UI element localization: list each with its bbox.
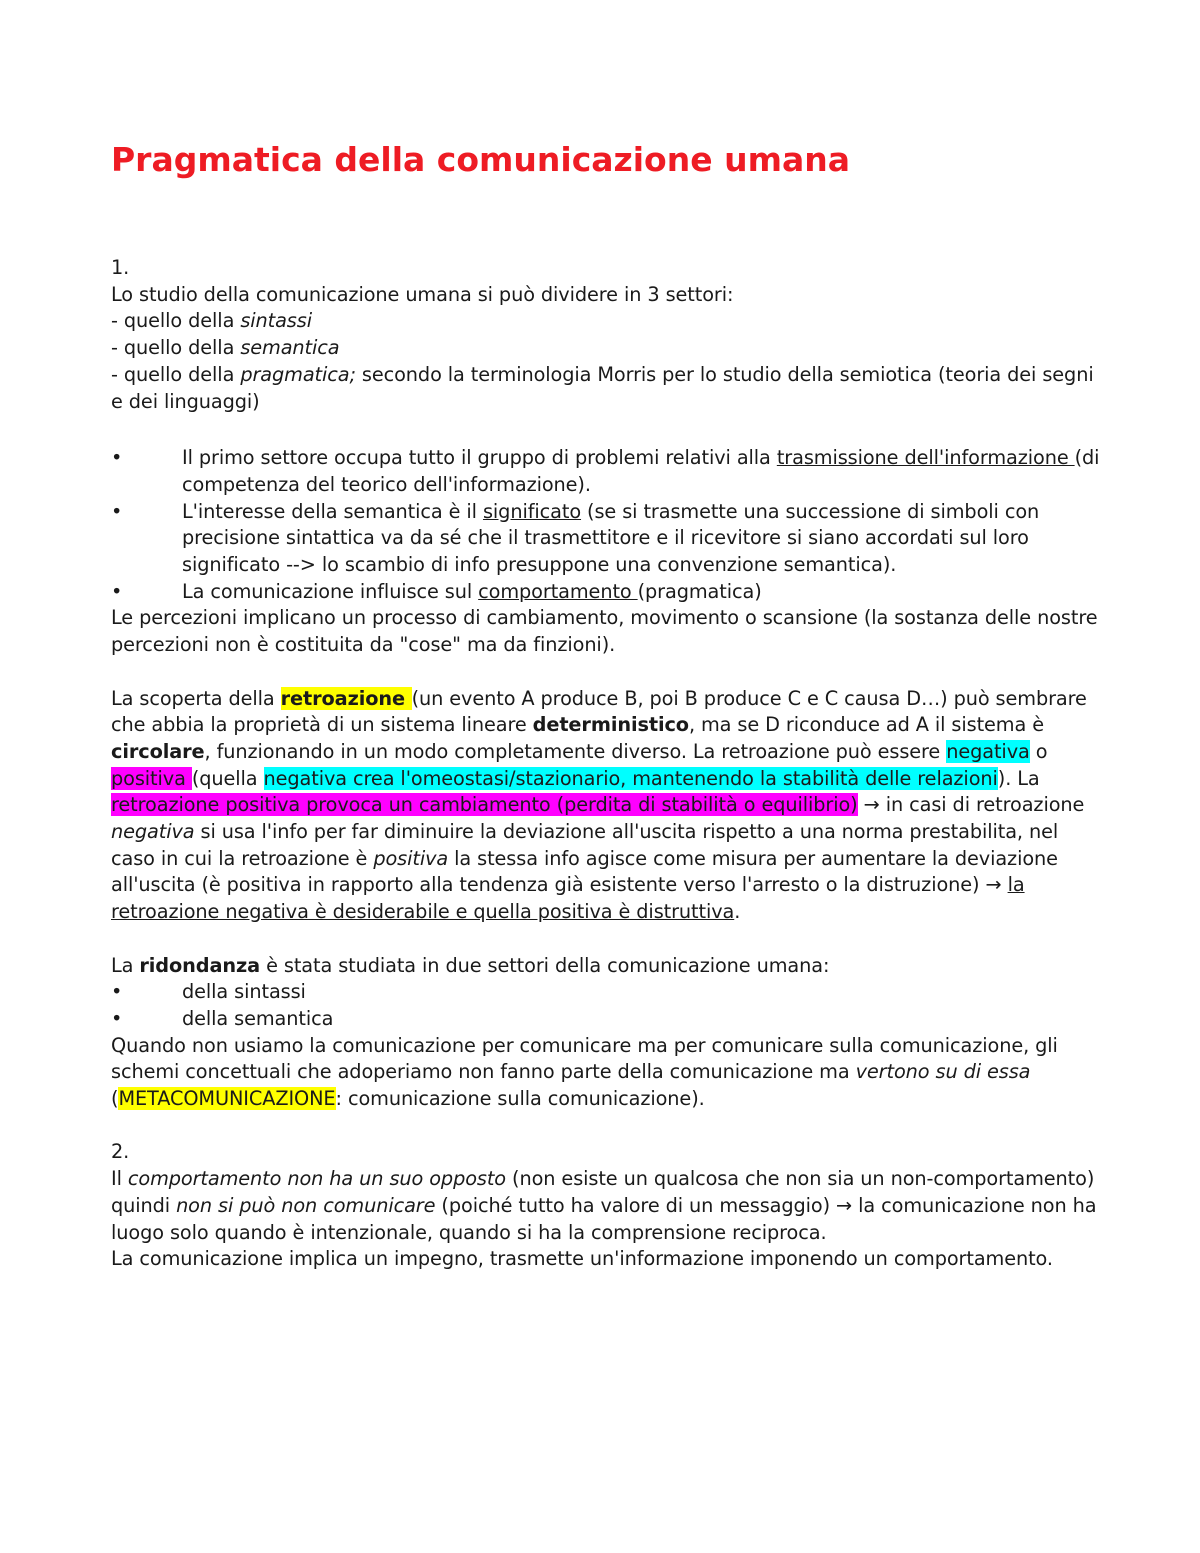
highlight-metacomunicazione: METACOMUNICAZIONE xyxy=(118,1087,336,1111)
list-line-sintassi: - quello della sintassi xyxy=(111,309,312,333)
bullet-item-comportamento: • La comunicazione influisce sul comportamento (pragmatica) xyxy=(111,579,1101,606)
ridondanza-paragraph: La ridondanza è stata studiata in due settori della comunicazione umana: xyxy=(111,953,830,977)
bullet-icon: • xyxy=(111,579,123,603)
comportamento-paragraph: Il comportamento non ha un suo opposto (non esiste un qualcosa che non sia un non-comportamento) quindi non si può non comunicare (poiché tutto ha valore di un messaggio) → la comunicazione non ha luogo solo quando è intenzionale, quando si ha la comprensione reciproca. xyxy=(111,1167,1097,1244)
percezioni-paragraph: Le percezioni implicano un processo di cambiamento, movimento o scansione (la sostanza delle nostre percezioni non è costituita da "cose" ma da finzioni). xyxy=(111,606,1098,657)
bullet-icon: • xyxy=(111,980,123,1004)
highlight-retroazione: retroazione xyxy=(280,686,412,710)
highlight-negativa: negativa xyxy=(946,739,1030,763)
highlight-positiva: positiva xyxy=(111,766,192,790)
retroazione-paragraph: La scoperta della retroazione (un evento A produce B, poi B produce C e C causa D…) può sembrare che abbia la proprietà di un sistema lineare deterministico, ma se D riconduce ad A il sistema è circolare, funzionando in un modo completamente diverso. La retroazione può essere negativa o positiva (quella negativa crea l'omeostasi/stazionario, mantenendo la stabilità delle relazioni). La retroazione positiva provoca un cambiamento (perdita di stabilità o equilibrio) → in casi di retroazione negativa si usa l'info per far diminuire la deviazione all'uscita rispetto a una norma prestabilita, nel caso in cui la retroazione è positiva la stessa info agisce come misura per aumentare la deviazione all'uscita (è positiva in rapporto alla tendenza già esistente verso l'arresto o la distruzione) → la retroazione negativa è desiderabile e quella positiva è distruttiva. xyxy=(111,686,1087,924)
metacomunicazione-paragraph: Quando non usiamo la comunicazione per comunicare ma per comunicare sulla comunicazione, gli schemi concettuali che adoperiamo non fanno parte della comunicazione ma vertono su di essa (METACOMUNICAZIONE: comunicazione sulla comunicazione). xyxy=(111,1033,1058,1111)
bullet-item-trasmissione: • Il primo settore occupa tutto il gruppo di problemi relativi alla trasmissione dell'informazione (di competenza del teorico dell'informazione). xyxy=(111,445,1101,498)
bullet-icon: • xyxy=(111,446,123,470)
intro-paragraph: Lo studio della comunicazione umana si può dividere in 3 settori: xyxy=(111,282,734,306)
bullet-item-sintassi: • della sintassi xyxy=(111,979,1101,1006)
list-line-semantica: - quello della semantica xyxy=(111,336,340,360)
bullet-icon: • xyxy=(111,499,123,523)
highlight-negativa-crea: negativa crea l'omeostasi/stazionario, mantenendo la stabilità delle relazioni xyxy=(263,766,998,790)
section-number-2: 2. xyxy=(111,1140,130,1164)
impegno-paragraph: La comunicazione implica un impegno, trasmette un'informazione imponendo un comportamento. xyxy=(111,1247,1053,1271)
bullet-item-significato: • L'interesse della semantica è il significato (se si trasmette una successione di simboli con precisione sintattica va da sé che il trasmettitore e il ricevitore si siano accordati sul loro significato --> lo scambio di info presuppone una convenzione semantica). xyxy=(111,499,1101,579)
bullet-item-semantica: • della semantica xyxy=(111,1006,1101,1033)
bullet-icon: • xyxy=(111,1006,123,1030)
section-number-1: 1. xyxy=(111,256,130,279)
list-line-pragmatica: - quello della pragmatica; secondo la terminologia Morris per lo studio della semiotica (teoria dei segni e dei linguaggi) xyxy=(111,362,1094,413)
document-title: Pragmatica della comunicazione umana xyxy=(111,140,851,179)
highlight-retroazione-positiva: retroazione positiva provoca un cambiamento (perdita di stabilità o equilibrio) xyxy=(111,793,858,817)
document-body xyxy=(111,255,1101,1273)
